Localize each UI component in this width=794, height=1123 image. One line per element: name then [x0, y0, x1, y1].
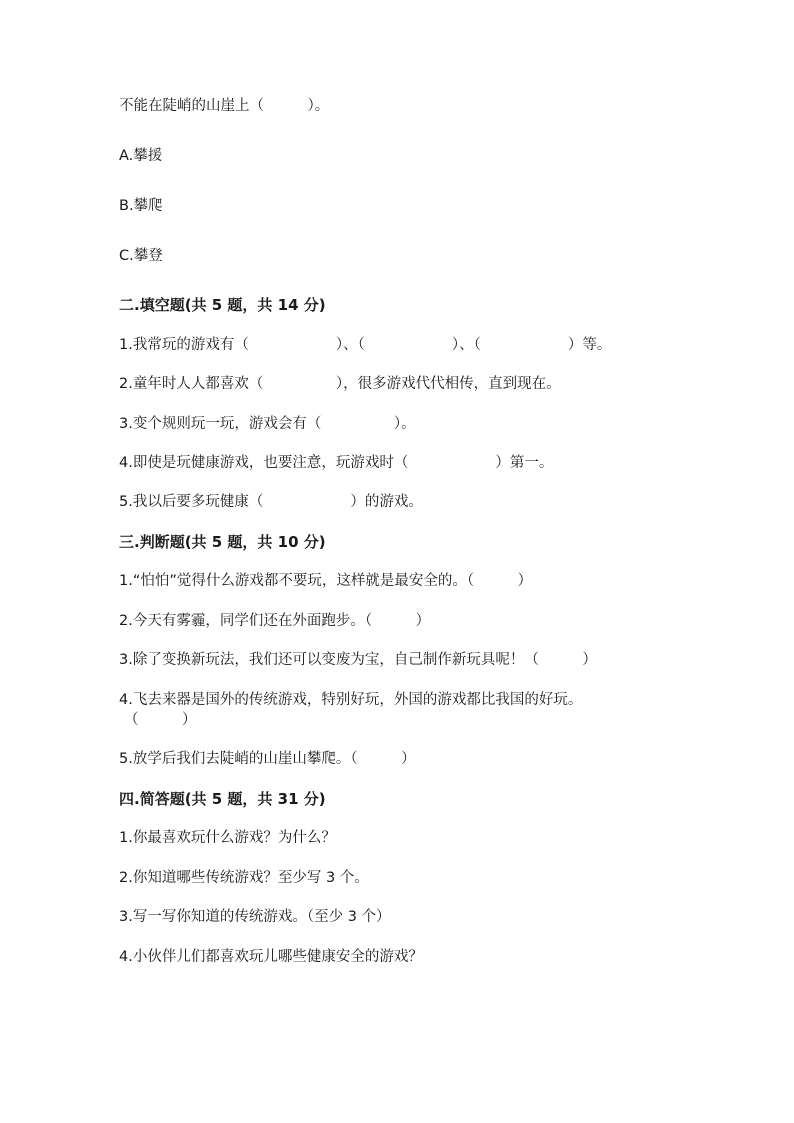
fill-in-question-3: 3.变个规则玩一玩，游戏会有（ ）。	[119, 416, 416, 432]
true-false-question-3: 3.除了变换新玩法，我们还可以变废为宝，自己制作新玩具呢！（ ）	[119, 652, 597, 668]
short-answer-question-1: 1.你最喜欢玩什么游戏？为什么？	[119, 830, 336, 846]
fill-in-question-4: 4.即使是玩健康游戏，也要注意，玩游戏时（ ）第一。	[119, 455, 554, 471]
section-heading-true-false: 三.判断题(共 5 题，共 10 分)	[119, 533, 326, 551]
short-answer-question-4: 4.小伙伴儿们都喜欢玩儿哪些健康安全的游戏？	[119, 949, 423, 965]
short-answer-question-2: 2.你知道哪些传统游戏？至少写 3 个。	[119, 870, 369, 886]
section-heading-fill-in: 二.填空题(共 5 题，共 14 分)	[119, 296, 326, 314]
true-false-question-1: 1.“怕怕”觉得什么游戏都不要玩，这样就是最安全的。（ ）	[119, 573, 533, 589]
fill-in-question-2: 2.童年时人人都喜欢（ ），很多游戏代代相传，直到现在。	[119, 376, 561, 392]
section-heading-short-answer: 四.简答题(共 5 题，共 31 分)	[119, 790, 326, 808]
true-false-question-2: 2.今天有雾霾，同学们还在外面跑步。（ ）	[119, 613, 431, 629]
continued-question: 不能在陡峭的山崖上（ ）。	[119, 98, 330, 114]
option-b: B.攀爬	[119, 198, 163, 214]
fill-in-question-5: 5.我以后要多玩健康（ ）的游戏。	[119, 494, 423, 510]
true-false-question-4-answer-blank: （ ）	[124, 712, 197, 728]
option-a: A.攀援	[119, 148, 163, 164]
option-c: C.攀登	[119, 248, 163, 264]
fill-in-question-1: 1.我常玩的游戏有（ ）、（ ）、（ ）等。	[119, 337, 612, 353]
true-false-question-5: 5.放学后我们去陡峭的山崖山攀爬。（ ）	[119, 751, 416, 767]
short-answer-question-3: 3.写一写你知道的传统游戏。（至少 3 个）	[119, 909, 391, 925]
true-false-question-4: 4.飞去来器是国外的传统游戏，特别好玩，外国的游戏都比我国的好玩。	[119, 692, 583, 708]
